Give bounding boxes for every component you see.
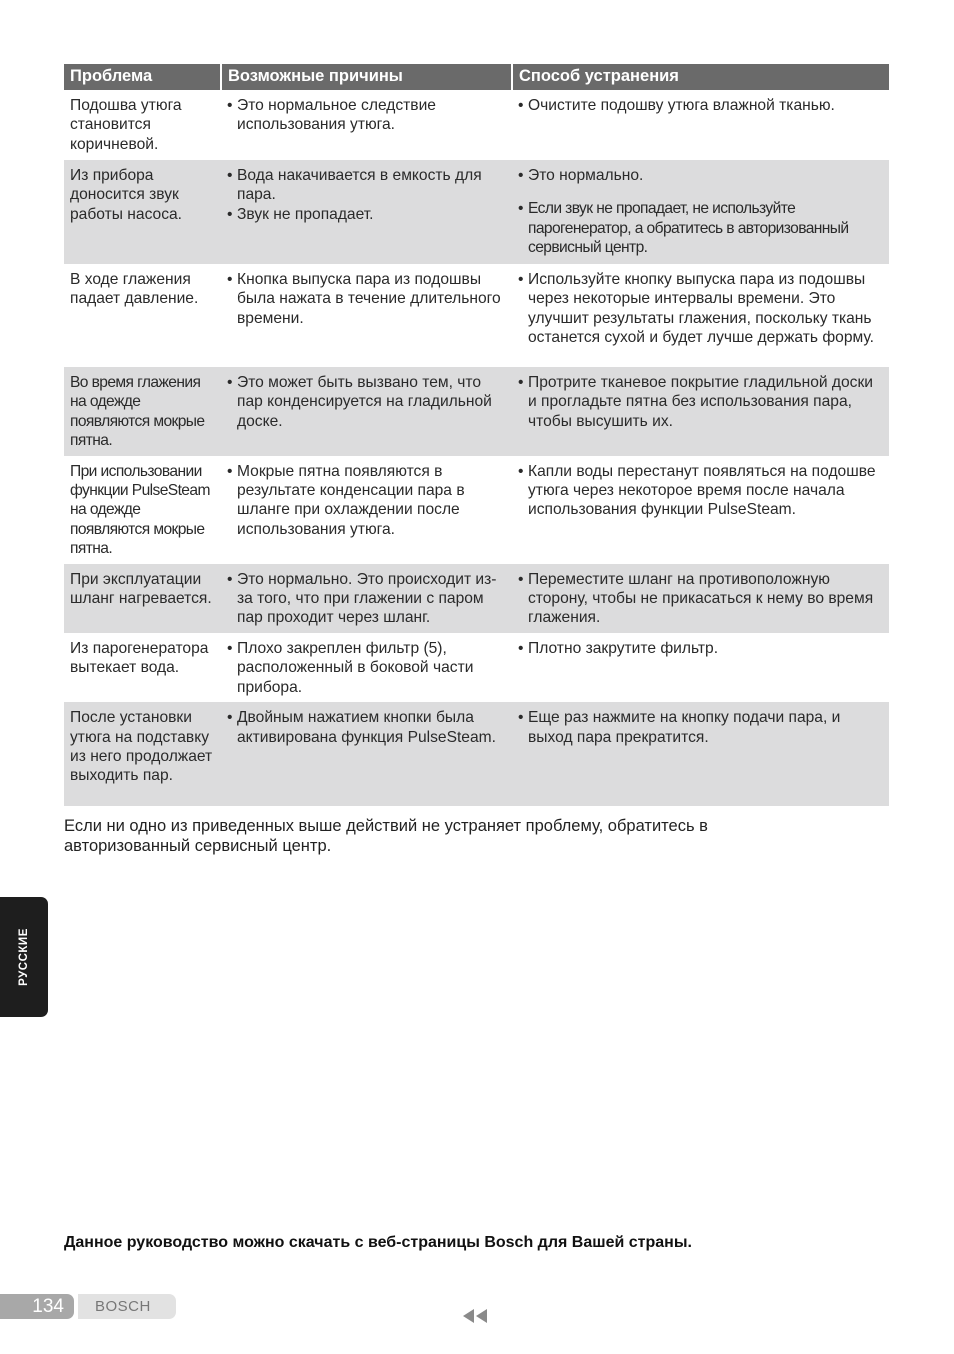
solution-item: • Плотно закрутите фильтр.	[518, 639, 883, 658]
solution-item: • Переместите шланг на противоположную сторону, чтобы не прикасаться к нему во время глажения.	[518, 570, 883, 628]
language-tab	[0, 897, 48, 1017]
header-causes: Возможные причины	[221, 64, 512, 90]
causes-cell	[221, 702, 512, 806]
causes-cell	[221, 564, 512, 633]
table-row	[64, 456, 889, 564]
table-row	[64, 633, 889, 702]
solutions-cell	[512, 90, 889, 160]
cause-item: • Это нормальное следствие использования утюга.	[227, 96, 506, 135]
table-row	[64, 564, 889, 633]
solution-item: • Очистите подошву утюга влажной тканью.	[518, 96, 883, 115]
solution-item: • Протрите тканевое покрытие гладильной доски и прогладьте пятна без использования пара, чтобы высушить их.	[518, 373, 883, 431]
causes-cell	[221, 90, 512, 160]
solutions-cell	[512, 633, 889, 702]
causes-cell	[221, 264, 512, 367]
cause-item: • Звук не пропадает.	[227, 205, 506, 224]
cause-item: • Это нормально. Это происходит из-за того, что при глажении с паром пар проходит через шланг.	[227, 570, 506, 628]
table-row	[64, 90, 889, 160]
cause-item: • Мокрые пятна появляются в результате конденсации пара в шланге при охлаждении после использования утюга.	[227, 462, 506, 540]
solution-item: • Если звук не пропадает, не используйте парогенератор, а обратитесь в авторизованный сервисный центр.	[518, 199, 883, 257]
solution-item: • Капли воды перестанут появляться на подошве утюга через некоторое время после начала использования функции PulseSteam.	[518, 462, 883, 520]
header-solutions: Способ устранения	[512, 64, 889, 90]
table-row	[64, 702, 889, 806]
download-note: Данное руководство можно скачать с веб-страницы Bosch для Вашей страны.	[64, 1234, 692, 1251]
solutions-cell	[512, 702, 889, 806]
solutions-cell	[512, 456, 889, 564]
causes-cell	[221, 456, 512, 564]
table-row	[64, 160, 889, 264]
rewind-arrows-icon[interactable]	[461, 1307, 491, 1325]
cause-item: • Плохо закреплен фильтр (5), расположенный в боковой части прибора.	[227, 639, 506, 697]
solution-item: • Это нормально.	[518, 166, 883, 185]
problem-cell: При использовании функции PulseSteam на одежде появляются мокрые пятна.	[70, 462, 210, 558]
table-row	[64, 264, 889, 367]
solution-item: • Еще раз нажмите на кнопку подачи пара, и выход пара прекратится.	[518, 708, 883, 747]
cause-item: • Кнопка выпуска пара из подошвы была нажата в течение длительного времени.	[227, 270, 506, 328]
cause-item: • Вода накачивается в емкость для пара.	[227, 166, 506, 205]
header-problem: Проблема	[64, 64, 221, 90]
causes-cell	[221, 633, 512, 702]
language-tab-label: РУССКИЕ	[18, 928, 30, 986]
problem-cell: Подошва утюга становится коричневой.	[70, 97, 182, 153]
solutions-cell	[512, 564, 889, 633]
problem-cell: Из парогенератора вытекает вода.	[70, 639, 209, 677]
table-row	[64, 367, 889, 456]
problem-cell: После установки утюга на подставку из него продолжает выходить пар.	[64, 702, 221, 806]
service-center-note: Если ни одно из приведенных выше действий не устраняет проблему, обратитесь в авторизованный сервисный центр.	[64, 817, 708, 855]
solutions-cell	[512, 367, 889, 456]
problem-cell: В ходе глажения падает давление.	[70, 271, 199, 308]
problem-cell: Из прибора доносится звук работы насоса.	[64, 160, 221, 264]
causes-cell	[221, 160, 512, 264]
cause-item: • Двойным нажатием кнопки была активирована функция PulseSteam.	[227, 708, 506, 747]
problem-cell: При эксплуатации шланг нагревается.	[64, 564, 221, 633]
solutions-cell	[512, 264, 889, 367]
cause-item: • Это может быть вызвано тем, что пар конденсируется на гладильной доске.	[227, 373, 506, 431]
solutions-cell	[512, 160, 889, 264]
solution-item: • Используйте кнопку выпуска пара из подошвы через некоторые интервалы времени. Это улучшит результаты глажения, поскольку ткань останется сухой и будет лучше держать форму.	[518, 270, 883, 348]
causes-cell	[221, 367, 512, 456]
troubleshooting-table	[64, 64, 889, 806]
table-header-row	[64, 64, 889, 90]
problem-cell: Во время глажения на одежде появляются мокрые пятна.	[64, 367, 221, 456]
page-number: 134	[0, 1294, 74, 1319]
brand-label: BOSCH	[78, 1294, 176, 1319]
